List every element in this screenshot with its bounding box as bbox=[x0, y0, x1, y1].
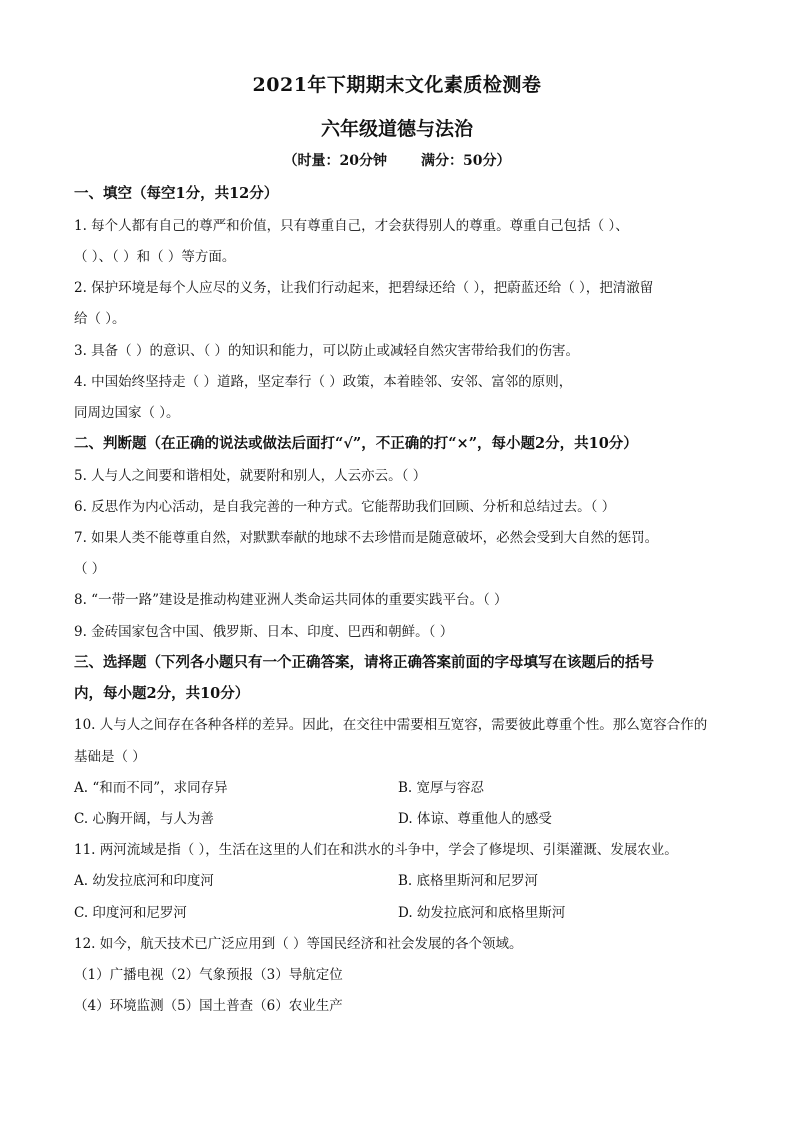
exam-title: 2021年下期期末文化素质检测卷 bbox=[252, 74, 542, 96]
q12-items-line2: （4）环境监测（5）国土普查（6）农业生产 bbox=[74, 998, 343, 1014]
total-score: 满分：50分） bbox=[421, 153, 511, 169]
q10-option-d: D. 体谅、尊重他人的感受 bbox=[398, 811, 552, 827]
section3-heading-line1: 三、选择题（下列各小题只有一个正确答案，请将正确答案前面的字母填写在该题后的括号 bbox=[74, 654, 654, 671]
q11-option-a: A. 幼发拉底河和印度河 bbox=[74, 873, 214, 889]
q11-option-c: C. 印度河和尼罗河 bbox=[74, 905, 187, 921]
section1-heading: 一、填空（每空1分，共12分） bbox=[74, 185, 279, 202]
question-2-line1: 2. 保护环境是每个人应尽的义务，让我们行动起来，把碧绿还给（ ），把蔚蓝还给（ ），把清澈留 bbox=[74, 280, 654, 296]
question-10-line1: 10. 人与人之间存在各种各样的差异。因此，在交往中需要相互宽容，需要彼此尊重个性。那么宽容合作的 bbox=[74, 717, 708, 733]
section2-heading: 二、判断题（在正确的说法或做法后面打“√”，不正确的打“×”，每小题2分，共10分） bbox=[74, 435, 638, 452]
question-1-line2: （ ）、（ ）和（ ）等方面。 bbox=[74, 249, 236, 265]
question-5: 5. 人与人之间要和谐相处，就要附和别人，人云亦云。（ ） bbox=[74, 468, 427, 484]
question-1-line1: 1. 每个人都有自己的尊严和价值，只有尊重自己，才会获得别人的尊重。尊重自己包括（ ）、 bbox=[74, 218, 629, 234]
question-11: 11. 两河流域是指（ ），生活在这里的人们在和洪水的斗争中，学会了修堤坝、引渠灌溉、发展农业。 bbox=[74, 842, 678, 858]
q11-option-d: D. 幼发拉底河和底格里斯河 bbox=[398, 905, 566, 921]
question-2-line2: 给（ ）。 bbox=[74, 311, 126, 327]
question-4-line2: 同周边国家（ ）。 bbox=[74, 405, 180, 421]
exam-info bbox=[0, 150, 794, 170]
question-6: 6. 反思作为内心活动，是自我完善的一种方式。它能帮助我们回顾、分析和总结过去。（ ） bbox=[74, 499, 616, 515]
question-10-line2: 基础是（ ） bbox=[74, 749, 146, 765]
time-limit: （时量：20分钟 bbox=[283, 153, 387, 169]
question-9: 9. 金砖国家包含中国、俄罗斯、日本、印度、巴西和朝鲜。（ ） bbox=[74, 624, 454, 640]
question-7-line2: （ ） bbox=[74, 561, 106, 577]
q12-items-line1: （1）广播电视（2）气象预报（3）导航定位 bbox=[74, 967, 343, 983]
question-7-line1: 7. 如果人类不能尊重自然，对默默奉献的地球不去珍惜而是随意破坏，必然会受到大自然的惩罚。 bbox=[74, 530, 659, 546]
question-8: 8. “一带一路”建设是推动构建亚洲人类命运共同体的重要实践平台。（ ） bbox=[74, 592, 508, 608]
q11-option-b: B. 底格里斯河和尼罗河 bbox=[398, 873, 539, 889]
q10-option-c: C. 心胸开阔，与人为善 bbox=[74, 811, 214, 827]
section3-heading-line2: 内，每小题2分，共10分） bbox=[74, 685, 250, 702]
question-3: 3. 具备（ ）的意识、（ ）的知识和能力，可以防止或减轻自然灾害带给我们的伤害。 bbox=[74, 343, 580, 359]
question-12: 12. 如今，航天技术已广泛应用到（ ）等国民经济和社会发展的各个领域。 bbox=[74, 936, 523, 952]
exam-subject: 六年级道德与法治 bbox=[320, 118, 473, 140]
q10-option-a: A. “和而不同”，求同存异 bbox=[74, 780, 228, 796]
q10-option-b: B. 宽厚与容忍 bbox=[398, 780, 485, 796]
question-4-line1: 4. 中国始终坚持走（ ）道路，坚定奉行（ ）政策，本着睦邻、安邻、富邻的原则， bbox=[74, 374, 573, 390]
